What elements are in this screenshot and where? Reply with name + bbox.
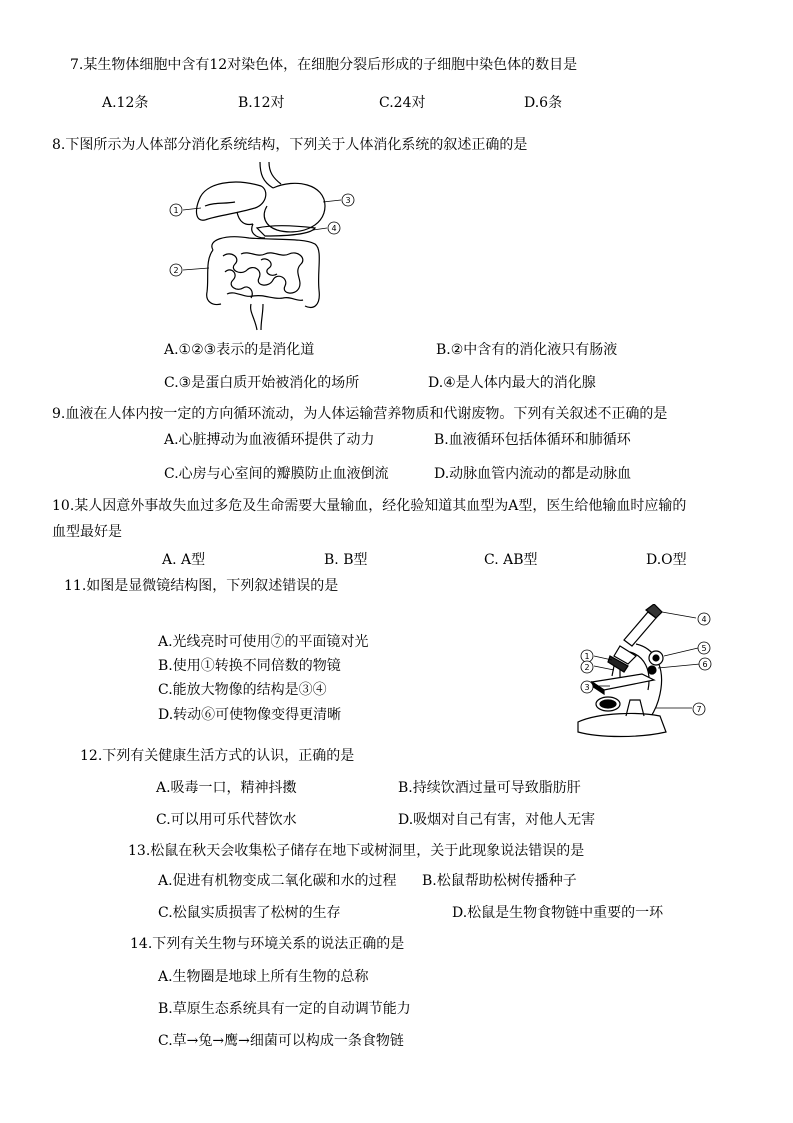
svg-text:7: 7 <box>696 705 702 714</box>
q14-stem: 14.下列有关生物与环境关系的说法正确的是 <box>130 936 405 952</box>
digestive-system-figure <box>165 160 365 332</box>
q9-stem: 9.血液在人体内按一定的方向循环流动，为人体运输营养物质和代谢废物。下列有关叙述不正确的是 <box>52 406 668 422</box>
q8-stem: 8.下图所示为人体部分消化系统结构，下列关于人体消化系统的叙述正确的是 <box>52 137 528 153</box>
q10-option-a: A. A型 <box>162 552 206 568</box>
q12-stem: 12.下列有关健康生活方式的认识，正确的是 <box>80 748 355 764</box>
q10-option-d: D.O型 <box>646 552 687 568</box>
q9-option-b: B.血液循环包括体循环和肺循环 <box>434 432 631 448</box>
q7-option-d: D.6条 <box>524 95 563 111</box>
q13-option-c: C.松鼠实质损害了松树的生存 <box>158 905 341 921</box>
q9-option-d: D.动脉血管内流动的都是动脉血 <box>434 466 632 482</box>
svg-text:4: 4 <box>701 615 707 624</box>
q14-option-c: C.草→兔→鹰→细菌可以构成一条食物链 <box>158 1033 404 1049</box>
q8-option-a: A.①②③表示的是消化道 <box>164 342 315 358</box>
q11-option-b: B.使用①转换不同倍数的物镜 <box>158 658 341 674</box>
q13-option-a: A.促进有机物变成二氧化碳和水的过程 <box>158 873 397 889</box>
svg-text:1: 1 <box>584 652 590 661</box>
q14-option-b: B.草原生态系统具有一定的自动调节能力 <box>158 1001 411 1017</box>
svg-text:1: 1 <box>173 206 179 215</box>
q10-option-b: B. B型 <box>324 552 368 568</box>
q14-option-a: A.生物圈是地球上所有生物的总称 <box>158 969 369 985</box>
q9-option-c: C.心房与心室间的瓣膜防止血液倒流 <box>164 466 389 482</box>
q8-option-d: D.④是人体内最大的消化腺 <box>428 375 596 391</box>
microscope-figure <box>570 604 720 744</box>
q10-stem-line2: 血型最好是 <box>52 524 122 540</box>
q13-option-b: B.松鼠帮助松树传播种子 <box>422 873 577 889</box>
q11-option-c: C.能放大物像的结构是③④ <box>158 682 327 698</box>
q7-option-a: A.12条 <box>102 95 149 111</box>
svg-text:5: 5 <box>701 644 707 653</box>
q7-option-c: C.24对 <box>379 95 426 111</box>
svg-text:4: 4 <box>331 224 337 233</box>
q7-stem: 7.某生物体细胞中含有12对染色体，在细胞分裂后形成的子细胞中染色体的数目是 <box>70 57 578 73</box>
svg-text:6: 6 <box>702 660 708 669</box>
q9-option-a: A.心脏搏动为血液循环提供了动力 <box>164 432 375 448</box>
q12-option-a: A.吸毒一口，精神抖擞 <box>156 780 297 796</box>
svg-text:2: 2 <box>584 663 590 672</box>
svg-text:3: 3 <box>584 683 590 692</box>
q13-stem: 13.松鼠在秋天会收集松子储存在地下或树洞里，关于此现象说法错误的是 <box>128 843 585 859</box>
q8-option-c: C.③是蛋白质开始被消化的场所 <box>164 375 360 391</box>
q12-option-b: B.持续饮酒过量可导致脂肪肝 <box>398 780 581 796</box>
q11-option-d: D.转动⑥可使物像变得更清晰 <box>158 707 342 723</box>
q12-option-d: D.吸烟对自己有害，对他人无害 <box>398 812 596 828</box>
q12-option-c: C.可以用可乐代替饮水 <box>156 812 297 828</box>
svg-text:2: 2 <box>173 266 179 275</box>
q10-option-c: C. AB型 <box>484 552 538 568</box>
svg-text:3: 3 <box>345 196 351 205</box>
q13-option-d: D.松鼠是生物食物链中重要的一环 <box>452 905 664 921</box>
q11-option-a: A.光线亮时可使用⑦的平面镜对光 <box>158 634 369 650</box>
q8-option-b: B.②中含有的消化液只有肠液 <box>436 342 618 358</box>
q7-option-b: B.12对 <box>238 95 285 111</box>
q10-stem-line1: 10.某人因意外事故失血过多危及生命需要大量输血，经化验知道其血型为A型，医生给他输血时应输的 <box>52 498 687 514</box>
q11-stem: 11.如图是显微镜结构图，下列叙述错误的是 <box>64 578 339 594</box>
